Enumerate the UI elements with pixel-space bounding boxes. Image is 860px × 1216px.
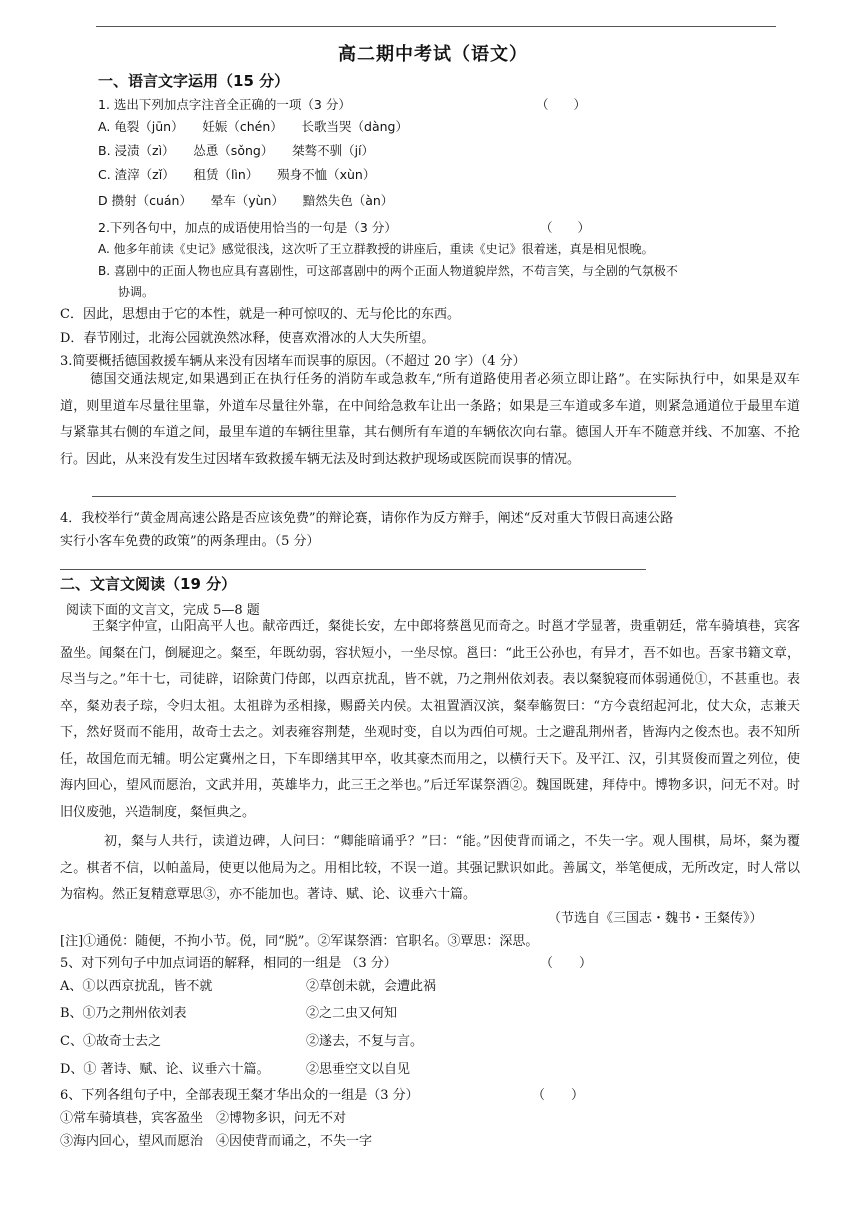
q5-option-a-right: ②草创未就，会遭此祸	[306, 979, 437, 994]
top-rule	[96, 26, 776, 27]
q6-items-row-2: ③海内回心，望风而愿治 ④因使背而诵之，不失一字	[60, 1134, 373, 1149]
q1-option-c: C. 渣滓（zǐ） 租赁（lìn） 殒身不恤（xùn）	[98, 167, 376, 182]
q4-stem-line1: 4．我校举行“黄金周高速公路是否应该免费”的辩论赛，请你作为反方辩手，阐述“反对重大节假日高速公路	[60, 511, 674, 526]
q5-stem: 5、对下列句子中加点词语的解释，相同的一组是 （3 分）	[60, 956, 397, 971]
section2-intro: 阅读下面的文言文，完成 5—8 题	[66, 603, 260, 618]
q1-bracket: （ ）	[536, 97, 587, 112]
q3-stem: 3.简要概括德国救援车辆从来没有因堵车而误事的原因。（不超过 20 字）（4 分）	[60, 354, 526, 369]
q1-option-d: D 攒射（cuán） 晕车（yùn） 黯然失色（àn）	[98, 193, 394, 208]
q1-stem: 1. 选出下列加点字注音全正确的一项（3 分）	[98, 97, 351, 112]
page-title: 高二期中考试（语文）	[338, 44, 528, 65]
q6-bracket: （ ）	[532, 1088, 585, 1103]
passage-note: [注]①通侻：随便，不拘小节。侻，同“脱”。②军谋祭酒：官职名。③覃思：深思。	[60, 934, 539, 949]
q2-option-a: A. 他多年前读《史记》感觉很浅，这次听了王立群教授的讲座后，重读《史记》很着迷，真是相见恨晚。	[98, 242, 654, 256]
classical-paragraph-1: 王粲字仲宣，山阳高平人也。献帝西迁，粲徙长安，左中郎将蔡邕见而奇之。时邕才学显著，贵重朝廷，常车骑填巷，宾客盈坐。闻粲在门，倒屣迎之。粲至，年既幼弱，容状短小，一坐尽惊。邕曰：“此王公孙也，有异才，吾不如也。吾家书籍文章，尽当与之。”年十七，司徒辟，诏除黄门侍郎，以西京扰乱，皆不就，乃之荆州依刘表。表以粲貌寝而体弱通侻①，不甚重也。表卒，粲劝表子琮，令归太祖。太祖辟为丞相掾，赐爵关内侯。太祖置酒汉滨，粲奉觞贺曰：“方今袁绍起河北，仗大众，志兼天下，然好贤而不能用，故奇士去之。刘表雍容荆楚，坐观时变，自以为西伯可规。士之避乱荆州者，皆海内之俊杰也。表不知所任，故国危而无辅。明公定冀州之日，下车即缮其甲卒，收其豪杰而用之，以横行天下。及平江、汉，引其贤俊而置之列位，使海内回心，望风而愿治，文武并用，英雄毕力，此三王之举也。”后迁军谋祭酒②。魏国既建，拜侍中。博物多识，问无不对。时旧仪废弛，兴造制度，粲恒典之。	[60, 619, 800, 820]
q2-option-d: D．春节刚过，北海公园就涣然冰释，使喜欢滑冰的人大失所望。	[60, 331, 435, 346]
q5-option-c-left: C、①故奇士去之	[60, 1034, 161, 1049]
section2-heading: 二、文言文阅读（19 分）	[60, 575, 237, 593]
classical-paragraph-2: 初，粲与人共行，读道边碑，人问曰：“卿能暗诵乎？”曰：“能。”因使背而诵之，不失一字。观人围棋，局坏，粲为覆之。棋者不信，以帕盖局，使更以他局为之。用相比较，不误一道。其强记默识如此。善属文，举笔便成，无所改定，时人常以为宿构。然正复精意覃思③，亦不能加也。著诗、赋、论、议垂六十篇。	[60, 834, 800, 902]
q5-option-b-left: B、①乃之荆州依刘表	[60, 1006, 187, 1021]
q1-option-b: B. 浸渍（zì） 怂恿（sǒng） 桀骜不驯（jí）	[98, 143, 375, 158]
q3-passage: 德国交通法规定,如果遇到正在执行任务的消防车或急救车,“所有道路使用者必须立即让路”。在实际执行中，如果是双车道，则里道车尽量往里靠，外道车尽量往外靠，在中间给急救车让出一条路；如果是三车道或多车道，则紧急通道位于最里车道与紧靠其右侧的车道之间，最里车道的车辆往里靠，其右侧所有车道的车辆依次向右靠。德国人开车不随意并线、不加塞、不抢行。因此，从来没有发生过因堵车致救援车辆无法及时到达救护现场或医院而误事的情况。	[60, 372, 800, 467]
q5-option-c-right: ②遂去，不复与言。	[306, 1034, 424, 1049]
q2-option-c: C．因此，思想由于它的本性，就是一种可惊叹的、无与伦比的东西。	[60, 307, 460, 322]
q4-answer-line	[60, 569, 646, 570]
q6-stem: 6、下列各组句子中，全部表现王粲才华出众的一组是（3 分）	[60, 1088, 419, 1103]
q5-option-b-right: ②之二虫又何知	[306, 1006, 398, 1021]
q5-bracket: （ ）	[540, 956, 593, 971]
q5-option-d-left: D、① 著诗、赋、论、议垂六十篇。	[60, 1062, 270, 1077]
q2-option-b-line1: B. 喜剧中的正面人物也应具有喜剧性，可这部喜剧中的两个正面人物道貌岸然，不苟言笑，与全剧的气氛极不	[98, 264, 678, 278]
q5-option-d-right: ②思垂空文以自见	[306, 1062, 411, 1077]
passage-source: （节选自《三国志・魏书・王粲传》）	[548, 911, 763, 926]
q2-bracket: （ ）	[540, 220, 591, 235]
q6-items-row-1: ①常车骑填巷，宾客盈坐 ②博物多识，问无不对	[60, 1111, 347, 1126]
q4-stem-line2: 实行小客车免费的政策”的两条理由。（5 分）	[60, 534, 320, 549]
section1-heading: 一、语言文字运用（15 分）	[98, 72, 290, 90]
q2-option-b-line2: 协调。	[118, 285, 155, 299]
q2-stem: 2.下列各句中，加点的成语使用恰当的一句是（3 分）	[98, 220, 397, 235]
q3-answer-line	[92, 496, 676, 497]
q5-option-a-left: A、①以西京扰乱，皆不就	[60, 979, 213, 994]
q1-option-a: A. 龟裂（jūn） 妊娠（chén） 长歌当哭（dàng）	[98, 119, 408, 134]
